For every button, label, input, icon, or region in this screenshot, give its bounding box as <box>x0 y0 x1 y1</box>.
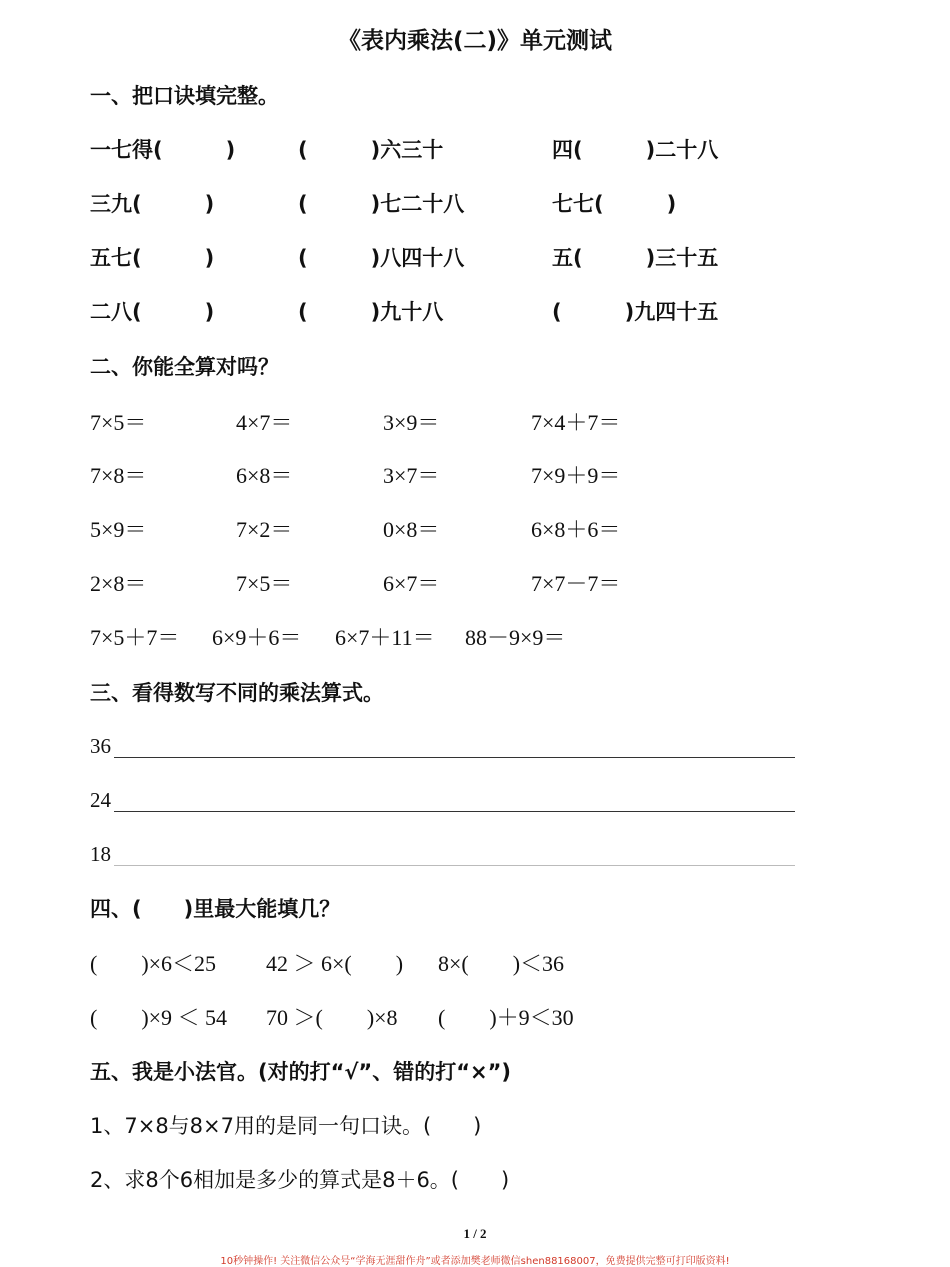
fill-blank-item: 一七得( ) <box>90 138 236 162</box>
inequality: 42 ＞ 6×( ) <box>266 951 404 976</box>
fill-blank-item: 三九( ) <box>90 192 215 216</box>
equation: 6×8＝ <box>236 463 293 488</box>
fill-blank-item: 七七( ) <box>552 192 677 216</box>
target-number: 24 <box>90 788 111 812</box>
answer-line-row <box>90 788 795 818</box>
target-number: 36 <box>90 734 111 758</box>
section-1-heading: 一、把口诀填完整。 <box>90 84 279 108</box>
equation: 7×2＝ <box>236 517 293 542</box>
equation: 3×7＝ <box>383 463 440 488</box>
inequality: ( )×6＜25 <box>90 951 217 976</box>
equation: 0×8＝ <box>383 517 440 542</box>
answer-line[interactable] <box>114 811 795 812</box>
equation: 7×7－7＝ <box>531 571 621 596</box>
equation: 6×8＋6＝ <box>531 517 621 542</box>
section-2-heading: 二、你能全算对吗？ <box>90 355 279 379</box>
fill-blank-item: 五( )三十五 <box>552 246 719 270</box>
equation: 4×7＝ <box>236 410 293 435</box>
answer-line[interactable] <box>114 865 795 866</box>
fill-blank-item: ( )八四十八 <box>298 246 465 270</box>
equation: 7×8＝ <box>90 463 147 488</box>
equation: 2×8＝ <box>90 571 147 596</box>
equation: 7×4＋7＝ <box>531 410 621 435</box>
judge-item-1: 1、7×8与8×7用的是同一句口诀。( ) <box>90 1114 482 1138</box>
equation: 5×9＝ <box>90 517 147 542</box>
equation: 7×5＝ <box>90 410 147 435</box>
fill-blank-item: ( )七二十八 <box>298 192 465 216</box>
fill-blank-item: ( )九十八 <box>298 300 444 324</box>
fill-blank-item: ( )九四十五 <box>552 300 719 324</box>
target-number: 18 <box>90 842 111 866</box>
equation: 3×9＝ <box>383 410 440 435</box>
inequality: ( )×9 ＜ 54 <box>90 1005 228 1030</box>
inequality: 70 ＞( )×8 <box>266 1005 398 1030</box>
section-3-heading: 三、看得数写不同的乘法算式。 <box>90 681 384 705</box>
section-5-heading: 五、我是小法官。(对的打“√”、错的打“×”) <box>90 1060 512 1084</box>
footer-note: 10秒钟操作! 关注微信公众号“学海无涯甜作舟”或者添加樊老师微信shen88168007，免费提供完整可打印版资料! <box>220 1256 730 1267</box>
answer-line-row <box>90 734 795 764</box>
answer-line-row <box>90 842 795 872</box>
section-4-heading: 四、( )里最大能填几？ <box>90 897 341 921</box>
page-title: 《表内乘法(二)》单元测试 <box>337 28 613 54</box>
inequality: ( )＋9＜30 <box>438 1005 574 1030</box>
equation: 7×5＋7＝ <box>90 625 180 650</box>
equation: 6×9＋6＝ <box>212 625 302 650</box>
equation: 7×5＝ <box>236 571 293 596</box>
fill-blank-item: 四( )二十八 <box>552 138 719 162</box>
equation: 88－9×9＝ <box>465 625 566 650</box>
equation: 6×7＋11＝ <box>335 625 435 650</box>
equation: 7×9＋9＝ <box>531 463 621 488</box>
fill-blank-item: 二八( ) <box>90 300 215 324</box>
answer-line[interactable] <box>114 757 795 758</box>
fill-blank-item: ( )六三十 <box>298 138 444 162</box>
judge-item-2: 2、求8个6相加是多少的算式是8＋6。( ) <box>90 1168 510 1192</box>
page-number: 1 / 2 <box>463 1226 487 1241</box>
inequality: 8×( )＜36 <box>438 951 565 976</box>
equation: 6×7＝ <box>383 571 440 596</box>
fill-blank-item: 五七( ) <box>90 246 215 270</box>
